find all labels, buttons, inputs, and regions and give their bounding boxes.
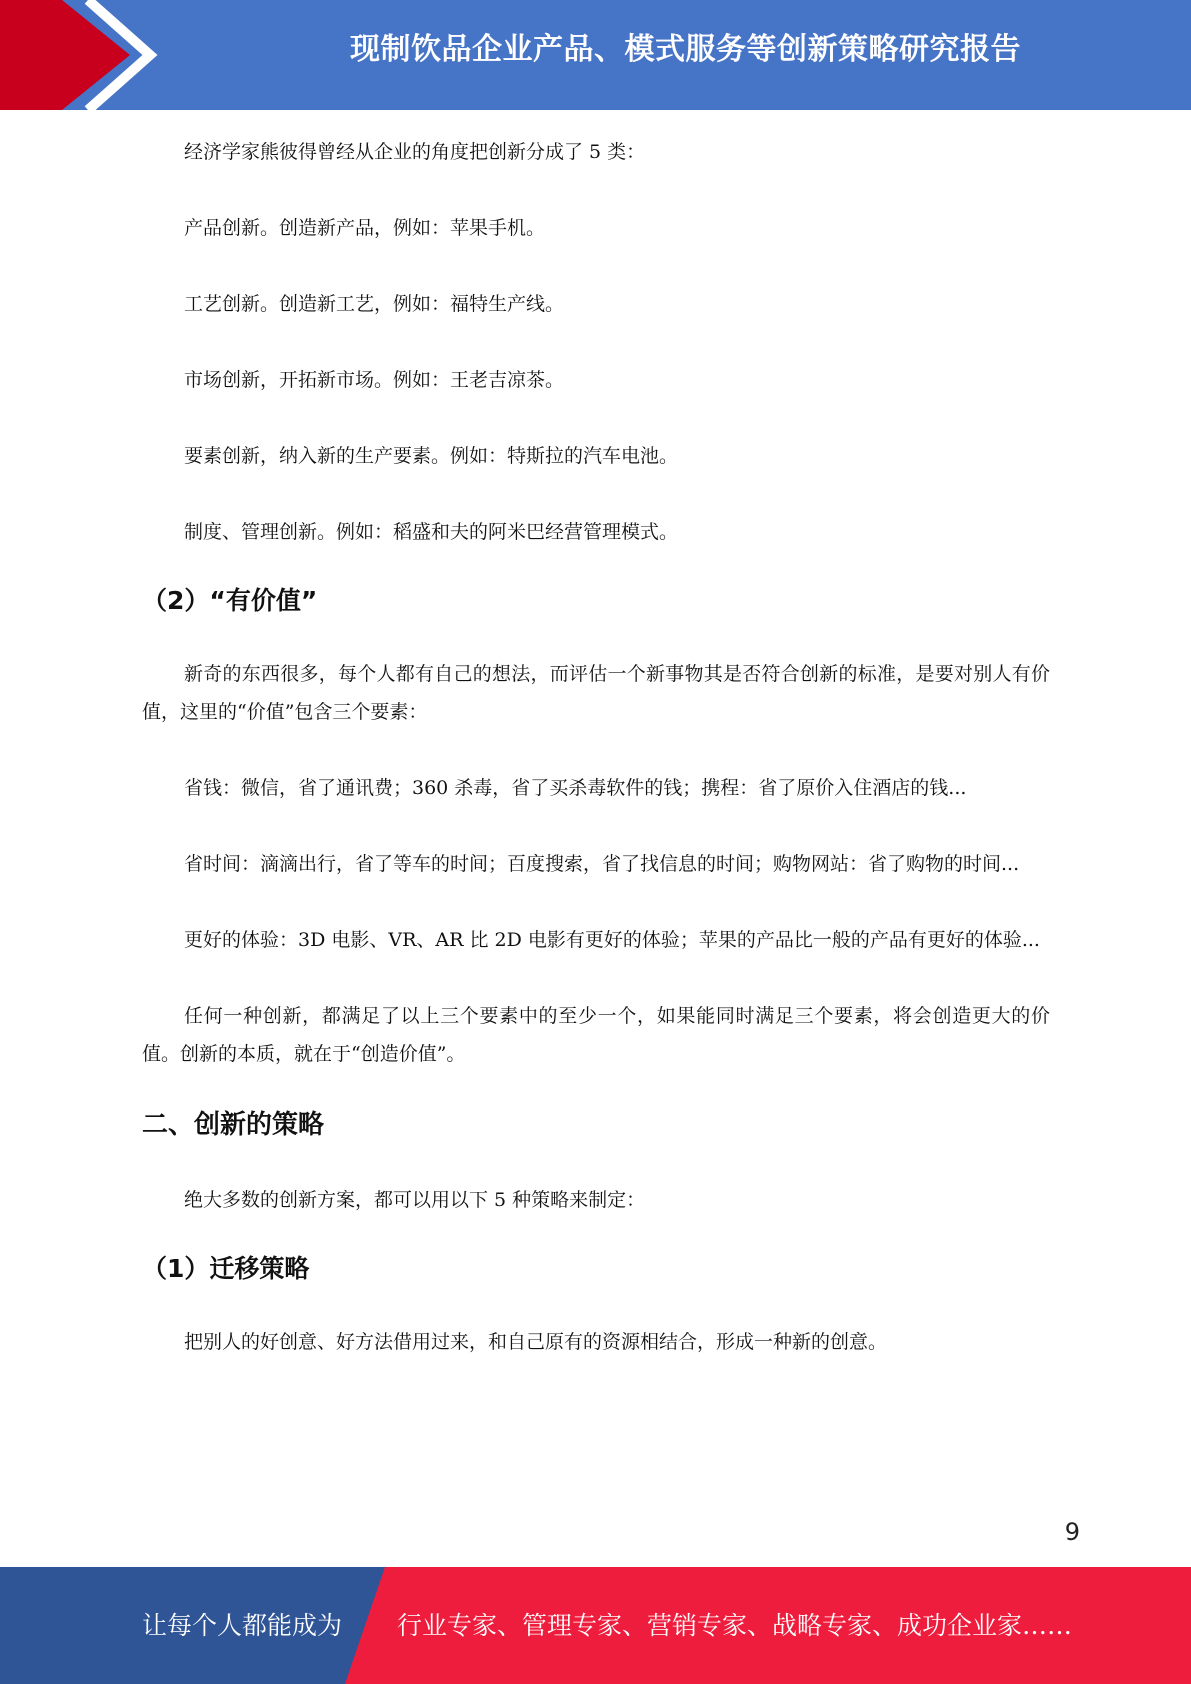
document-body (142, 133, 1050, 1399)
paragraph-innovation-types-intro: 经济学家熊彼得曾经从企业的角度把创新分成了 5 类： (184, 141, 646, 163)
page-footer (0, 1567, 1191, 1684)
paragraph-product-innovation: 产品创新。创造新产品，例如：苹果手机。 (184, 217, 546, 239)
paragraph-save-time: 省时间：滴滴出行，省了等车的时间；百度搜索，省了找信息的时间；购物网站：省了购物的时间... (184, 853, 1020, 875)
paragraph-market-innovation: 市场创新，开拓新市场。例如：王老吉凉茶。 (184, 369, 565, 391)
document-title: 现制饮品企业产品、模式服务等创新策略研究报告 (350, 32, 1021, 67)
paragraph-save-money: 省钱：微信，省了通讯费；360 杀毒，省了买杀毒软件的钱；携程：省了原价入住酒店的钱... (184, 777, 967, 799)
paragraph-value-intro: 新奇的东西很多，每个人都有自己的想法，而评估一个新事物其是否符合创新的标准，是要对别人有价值，这里的“价值”包含三个要素： (142, 663, 1050, 723)
paragraph-value-summary: 任何一种创新，都满足了以上三个要素中的至少一个，如果能同时满足三个要素，将会创造更大的价值。创新的本质，就在于“创造价值”。 (142, 1005, 1050, 1065)
paragraph-strategy-intro: 绝大多数的创新方案，都可以用以下 5 种策略来制定： (184, 1189, 646, 1211)
footer-slogan-left: 让每个人都能成为 (142, 1611, 343, 1640)
footer-slogan-right: 行业专家、管理专家、营销专家、战略专家、成功企业家…… (397, 1611, 1073, 1640)
heading-innovation-strategy: 二、创新的策略 (142, 1110, 325, 1140)
paragraph-process-innovation: 工艺创新。创造新工艺，例如：福特生产线。 (184, 293, 565, 315)
heading-migration-strategy: （1）迁移策略 (142, 1254, 310, 1283)
header-chevron-decoration (0, 0, 160, 110)
paragraph-management-innovation: 制度、管理创新。例如：稻盛和夫的阿米巴经营管理模式。 (184, 521, 679, 543)
paragraph-migration-strategy: 把别人的好创意、好方法借用过来，和自己原有的资源相结合，形成一种新的创意。 (184, 1331, 888, 1353)
paragraph-better-experience: 更好的体验：3D 电影、VR、AR 比 2D 电影有更好的体验；苹果的产品比一般的产品有更好的体验... (184, 929, 1040, 951)
paragraph-factor-innovation: 要素创新，纳入新的生产要素。例如：特斯拉的汽车电池。 (184, 445, 679, 467)
page-number: 9 (1064, 1518, 1080, 1546)
page-header (0, 0, 1191, 110)
heading-valuable: （2）“有价值” (142, 586, 318, 615)
